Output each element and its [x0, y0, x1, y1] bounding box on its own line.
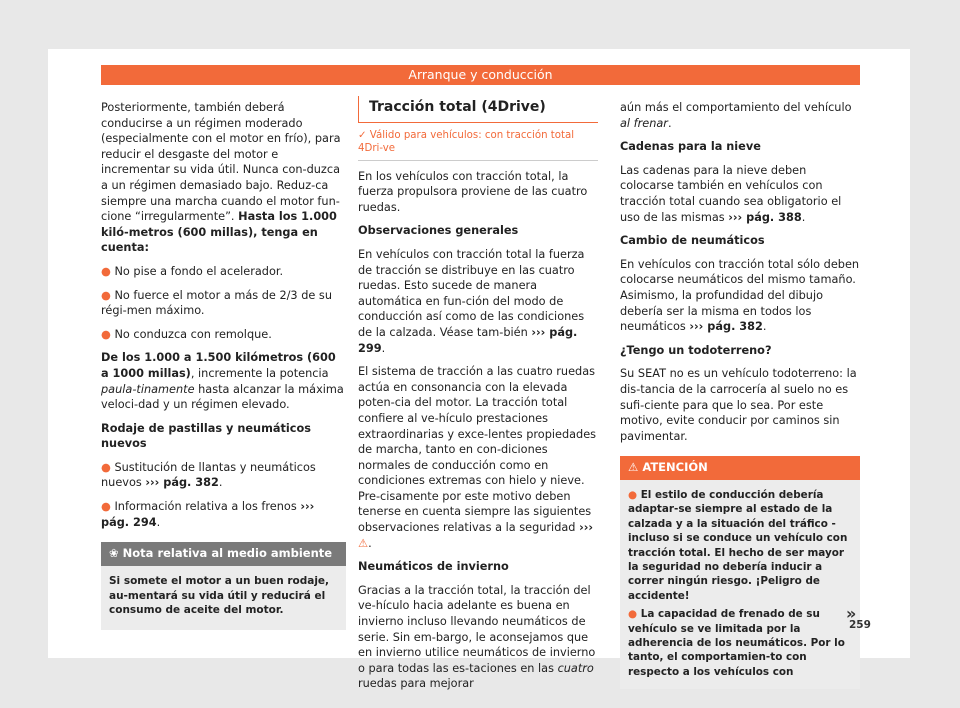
- environment-note-text: Si somete el motor a un buen rodaje, au-mentará su vida útil y reducirá el consumo de aceite del motor.: [109, 574, 330, 617]
- section-title: ¿Tengo un todoterreno?: [620, 343, 772, 357]
- environment-note-header: ❀ Nota relativa al medio ambiente: [101, 542, 346, 566]
- check-icon: ✓: [358, 129, 367, 141]
- validity-note: ✓ Válido para vehículos: con tracción total 4Dri-ve: [358, 129, 598, 161]
- paragraph: El sistema de tracción a las cuatro ruedas actúa en consonancia con la elevada poten-cia del motor. La tracción total confiere al ve-hículo prestaciones extraordinarias y exce-lentes propiedades de marcha, tanto en con-diciones normales de conducción como en condiciones extremas con hielo y nieve. Pre-cisamente por este motivo deben tenerse en cuenta siempre las siguientes observaciones relativas a la seguridad ››› ⚠.: [358, 365, 597, 550]
- paragraph: Su SEAT no es un vehículo todoterreno: la dis-tancia de la carrocería al suelo no es sufi-ciente para que lo sea. Por este motivo, evite conducir por caminos sin pavimentar.: [620, 367, 857, 443]
- page-reference-link[interactable]: ››› pág. 382: [145, 476, 219, 490]
- warning-icon[interactable]: ⚠: [358, 536, 369, 550]
- paragraph: Gracias a la tracción total, la tracción del ve-hículo hacia adelante es buena en invierno incluso llevando neumáticos de serie. Sin em-bargo, le aconsejamos que en invierno utilice neumáticos de invierno o para todas las es-taciones en las cuatro ruedas para mejorar: [358, 583, 596, 691]
- environment-note-box: [101, 542, 346, 630]
- column-middle: [358, 96, 598, 700]
- column-left: [101, 100, 346, 630]
- warning-header: ⚠ ATENCIÓN: [620, 456, 860, 480]
- section-title: Observaciones generales: [358, 224, 519, 238]
- page-reference-link[interactable]: ››› pág. 294: [101, 500, 315, 529]
- page-reference-link[interactable]: ››› pág. 382: [689, 320, 763, 334]
- paragraph: En los vehículos con tracción total, la fuerza propulsora proviene de las cuatro ruedas.: [358, 169, 588, 214]
- section-heading: Tracción total (4Drive): [358, 96, 598, 123]
- bullet-item: ● No fuerce el motor a más de 2/3 de su régi-men máximo.: [101, 288, 332, 318]
- page-number: 259: [849, 619, 871, 631]
- section-title: Cambio de neumáticos: [620, 234, 765, 248]
- warning-box: [620, 456, 860, 689]
- paragraph: aún más el comportamiento del vehículo al frenar.: [620, 101, 852, 130]
- flower-icon: ❀: [109, 546, 119, 561]
- page-reference-link[interactable]: ››› pág. 388: [728, 210, 802, 224]
- section-title: Neumáticos de invierno: [358, 560, 509, 574]
- warning-text: ● El estilo de conducción debería adaptar-se siempre al estado de la calzada y a la situación del tráfico - incluso si se conduce un vehículo con tracción total. El hecho de ser mayor la seguridad no debería inducir a correr ningún riesgo. ¡Peligro de accidente! ● La capacidad de frenado de su vehículo se ve limitada por la adherencia de los neumáticos. Por lo tanto, el comportamien-to con respecto a los vehículos con: [628, 488, 848, 678]
- bullet-item: ● Sustitución de llantas y neumáticos nuevos ››› pág. 382.: [101, 460, 316, 490]
- paragraph: En vehículos con tracción total la fuerza de tracción se distribuye en las cuatro ruedas. Esto sucede de manera automática en fun-ción del modo de conducción así como de las condiciones de la calzada. Véase tam-bién ››› pág. 299.: [358, 247, 585, 355]
- section-title: Cadenas para la nieve: [620, 140, 761, 154]
- bullet-item: ● Información relativa a los frenos ››› pág. 294.: [101, 500, 315, 529]
- paragraph: Las cadenas para la nieve deben colocarse también en vehículos con tracción total cuando sea obligatorio el uso de las mismas ››› pág. 388.: [620, 163, 842, 224]
- column-right: [620, 100, 860, 689]
- bullet-item: ● No pise a fondo el acelerador.: [101, 264, 284, 278]
- intro-paragraph: Posteriormente, también deberá conducirse a un régimen moderado (especialmente con el motor en frío), para reducir el desgaste del motor e incrementar su vida útil. Nunca con-duzca a un régimen demasiado bajo. Reduz-ca siempre una marcha cuando el motor fun-cione “irregularmente”. Hasta los 1.000 kiló-metros (600 millas), tenga en cuenta:: [101, 101, 341, 255]
- bullet-item: ● No conduzca con remolque.: [101, 327, 272, 341]
- page-reference-link[interactable]: ››› pág. 299: [358, 325, 578, 355]
- section-title: Rodaje de pastillas y neumáticos nuevos: [101, 421, 311, 451]
- page-header: Arranque y conducción: [101, 65, 860, 85]
- mileage-paragraph: De los 1.000 a 1.500 kilómetros (600 a 1000 millas), incremente la potencia paula-tinamente hasta alcanzar la máxima veloci-dad y un régimen elevado.: [101, 351, 344, 412]
- paragraph: En vehículos con tracción total sólo deben colocarse neumáticos del mismo tamaño. Asimismo, la profundidad del dibujo debería ser la misma en todos los neumáticos ››› pág. 382.: [620, 257, 860, 334]
- warning-icon: ⚠: [628, 460, 639, 475]
- continue-arrow-icon: »: [846, 604, 857, 623]
